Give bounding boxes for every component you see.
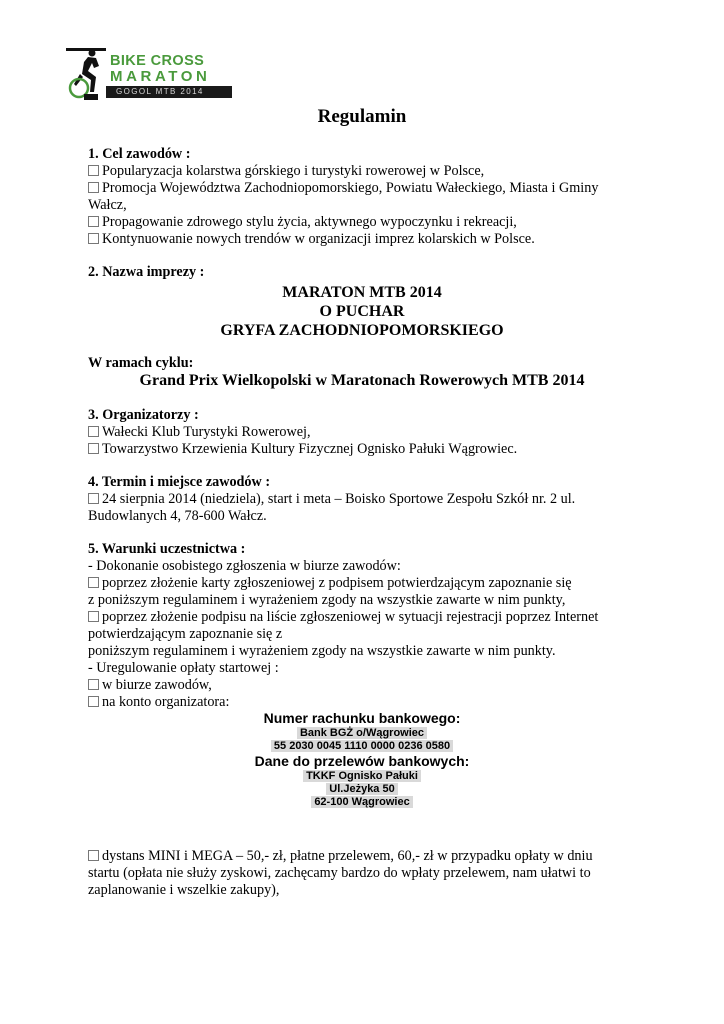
event-name-line-3: GRYFA ZACHODNIOPOMORSKIEGO [220, 322, 504, 339]
list-item: Popularyzacja kolarstwa górskiego i turystyki rowerowej w Polsce, [88, 163, 628, 180]
list-item: dystans MINI i MEGA – 50,- zł, płatne przelewem, 60,- zł w przypadku opłaty w dniu [88, 848, 628, 865]
bullet-box-icon [88, 233, 99, 244]
transfer-recipient: TKKF Ognisko Pałuki [303, 770, 421, 782]
text-line: - Dokonanie osobistego zgłoszenia w biurze zawodów: [88, 558, 401, 574]
section-date-place [88, 474, 628, 525]
text-line: zaplanowanie i wszelkie zakupy), [88, 882, 280, 898]
list-item: poprzez złożenie karty zgłoszeniowej z podpisem potwierdzającym zapoznanie się [88, 575, 628, 592]
bullet-box-icon [88, 426, 99, 437]
section-heading: 2. Nazwa imprezy : [88, 264, 205, 280]
transfer-street: Ul.Jeżyka 50 [326, 783, 397, 795]
list-item: w biurze zawodów, [88, 677, 628, 694]
bike-cross-maraton-logo [66, 44, 232, 100]
event-name-line-2: O PUCHAR [319, 303, 405, 320]
list-item: Kontynuowanie nowych trendów w organizacji imprez kolarskich w Polsce. [88, 231, 628, 248]
bullet-box-icon [88, 850, 99, 861]
cycle-label: W ramach cyklu: [88, 355, 194, 371]
list-item-continuation: Budowlanych 4, 78-600 Wałcz. [88, 508, 267, 524]
list-item: Wałecki Klub Turystyki Rowerowej, [88, 424, 628, 441]
section-event-name-heading [88, 264, 628, 281]
bullet-box-icon [88, 577, 99, 588]
list-item: na konto organizatora: [88, 694, 628, 711]
list-item-continuation: Wałcz, [88, 197, 127, 213]
text-line: potwierdzającym zapoznanie się z [88, 626, 283, 642]
list-item: Promocja Województwa Zachodniopomorskiego, Powiatu Wałeckiego, Miasta i Gminy [88, 180, 628, 197]
cycle-name: Grand Prix Wielkopolski w Maratonach Rowerowych MTB 2014 [139, 372, 585, 389]
cyclist-icon [66, 44, 106, 100]
logo-subtitle-bar [106, 86, 232, 98]
logo-line-3: GOGOL MTB 2014 [116, 87, 204, 96]
section-heading: 4. Termin i miejsce zawodów : [88, 474, 271, 490]
section-fees [88, 848, 628, 899]
bullet-box-icon [88, 216, 99, 227]
bank-account-number: 55 2030 0045 1110 0000 0236 0580 [271, 740, 453, 752]
bullet-box-icon [88, 611, 99, 622]
bank-account-heading: Numer rachunku bankowego: [263, 710, 461, 726]
list-item: Propagowanie zdrowego stylu życia, aktywnego wypoczynku i rekreacji, [88, 214, 628, 231]
bullet-box-icon [88, 696, 99, 707]
section-participation [88, 541, 628, 711]
event-name-line-1: MARATON MTB 2014 [282, 284, 442, 301]
text-line: - Uregulowanie opłaty startowej : [88, 660, 279, 676]
page-title: Regulamin [317, 106, 407, 127]
cycle-label-block [88, 355, 628, 372]
bullet-box-icon [88, 679, 99, 690]
list-item: poprzez złożenie podpisu na liście zgłoszeniowej w sytuacji rejestracji poprzez Internet [88, 609, 628, 626]
section-goals [88, 146, 628, 248]
logo-line-1: BIKE CROSS [110, 53, 205, 69]
section-organizers [88, 407, 628, 458]
list-item: 24 sierpnia 2014 (niedziela), start i meta – Boisko Sportowe Zespołu Szkół nr. 2 ul. [88, 491, 628, 508]
text-line: z poniższym regulaminem i wyrażeniem zgody na wszystkie zawarte w nim punkty, [88, 592, 566, 608]
bullet-box-icon [88, 443, 99, 454]
bank-name: Bank BGŻ o/Wągrowiec [297, 727, 427, 739]
bullet-box-icon [88, 182, 99, 193]
bank-details [0, 710, 724, 809]
section-heading: 1. Cel zawodów : [88, 146, 191, 162]
transfer-details-heading: Dane do przelewów bankowych: [254, 753, 470, 769]
section-heading: 3. Organizatorzy : [88, 407, 199, 423]
text-line: startu (opłata nie służy zyskowi, zachęcamy bardzo do wpłaty przelewem, nam ułatwi to [88, 865, 591, 881]
logo-line-2: MARATON [110, 68, 211, 85]
list-item: Towarzystwo Krzewienia Kultury Fizycznej Ognisko Pałuki Wągrowiec. [88, 441, 628, 458]
text-line: poniższym regulaminem i wyrażeniem zgody na wszystkie zawarte w nim punkty. [88, 643, 556, 659]
bullet-box-icon [88, 165, 99, 176]
transfer-city: 62-100 Wągrowiec [311, 796, 412, 808]
section-heading: 5. Warunki uczestnictwa : [88, 541, 246, 557]
bullet-box-icon [88, 493, 99, 504]
